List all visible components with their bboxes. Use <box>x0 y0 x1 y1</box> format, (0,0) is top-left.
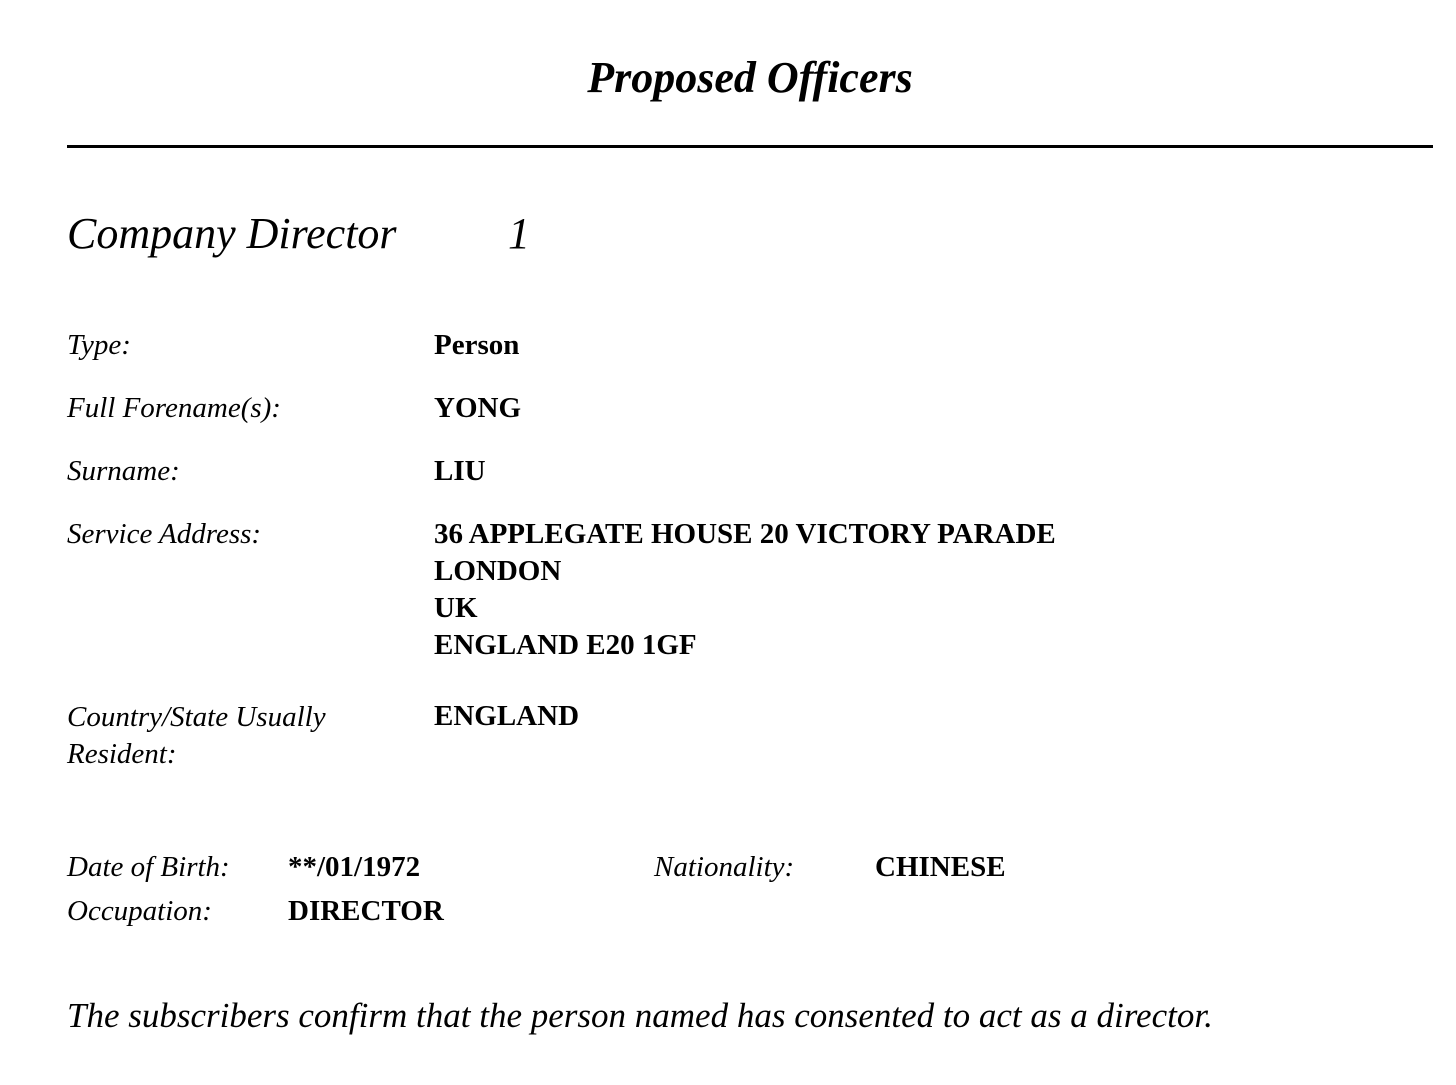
section-number: 1 <box>508 209 530 258</box>
residence-value: ENGLAND <box>434 700 580 732</box>
page-title: Proposed Officers <box>587 53 913 102</box>
type-value: Person <box>434 329 520 361</box>
consent-statement: The subscribers confirm that the person named has consented to act as a director. <box>67 996 1213 1035</box>
forenames-value: YONG <box>434 392 521 424</box>
type-label: Type: <box>67 329 131 361</box>
dob-value: **/01/1972 <box>288 851 421 883</box>
residence-label-line: Resident: <box>67 738 177 770</box>
surname-label: Surname: <box>67 455 180 487</box>
title-divider <box>67 145 1433 148</box>
service-address-value <box>434 516 1056 664</box>
occupation-label: Occupation: <box>67 895 212 927</box>
nationality-value: CHINESE <box>875 851 1006 883</box>
address-line: LONDON <box>434 555 562 587</box>
address-line: ENGLAND E20 1GF <box>434 629 697 661</box>
surname-value: LIU <box>434 455 486 487</box>
nationality-label: Nationality: <box>654 851 795 883</box>
address-line: UK <box>434 592 478 624</box>
residence-label <box>67 699 326 773</box>
service-address-label: Service Address: <box>67 518 262 550</box>
residence-label-line: Country/State Usually <box>67 701 326 733</box>
address-line: 36 APPLEGATE HOUSE 20 VICTORY PARADE <box>434 518 1056 550</box>
occupation-value: DIRECTOR <box>288 895 444 927</box>
section-heading: Company Director <box>67 209 397 258</box>
forenames-label: Full Forename(s): <box>67 392 281 424</box>
dob-label: Date of Birth: <box>67 851 230 883</box>
